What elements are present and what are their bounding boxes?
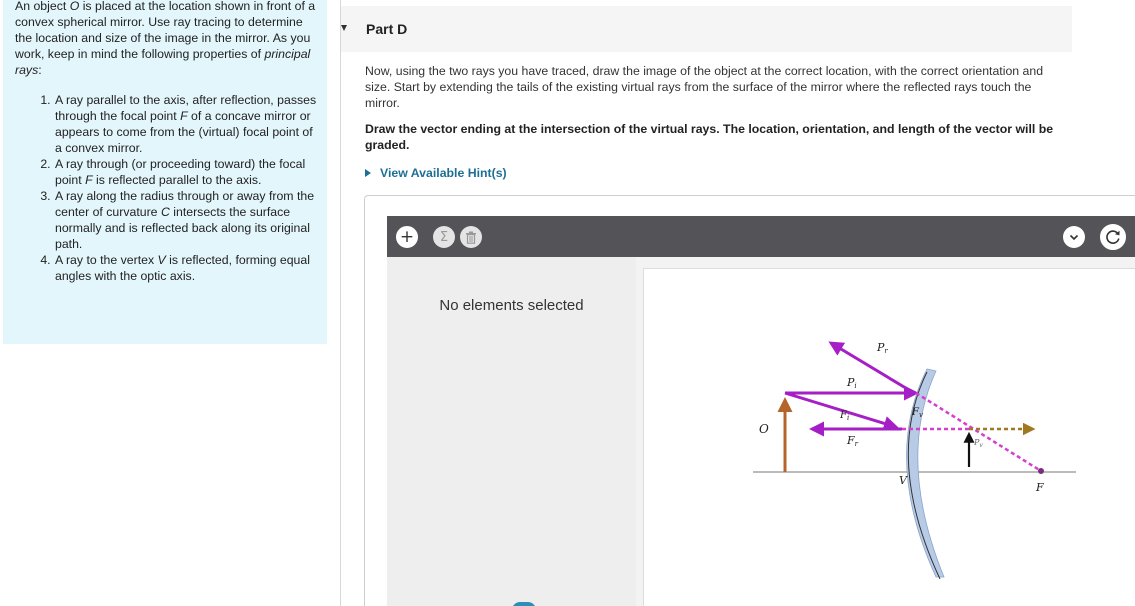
focal-incident-label: $F_i$ bbox=[840, 410, 850, 422]
view-hints-label: View Available Hint(s) bbox=[380, 166, 507, 180]
reset-icon[interactable] bbox=[1100, 224, 1126, 250]
focal-point-marker bbox=[1038, 468, 1044, 474]
focal-virtual-label: $F_v$ bbox=[912, 407, 923, 419]
ray-diagram[interactable] bbox=[644, 269, 1135, 606]
collapse-caret-icon[interactable] bbox=[341, 25, 347, 31]
convex-mirror bbox=[907, 369, 944, 577]
element-properties-panel bbox=[387, 257, 636, 606]
parallel-virtual-label: $P_v$ bbox=[974, 438, 983, 449]
panel-handle[interactable] bbox=[512, 602, 536, 606]
sigma-icon[interactable]: Σ bbox=[433, 226, 455, 248]
principal-ray-item: 2. A ray through (or proceeding toward) the focal point F is reflected parallel to the axis. bbox=[54, 156, 317, 188]
parallel-incident-label: Pi bbox=[847, 376, 857, 390]
caret-right-icon bbox=[365, 169, 371, 177]
focal-point-label: F bbox=[1036, 481, 1044, 494]
principal-ray-item: 4. A ray to the vertex V is reflected, forming equal angles with the optic axis. bbox=[54, 252, 317, 284]
parallel-reflected-ray bbox=[831, 343, 914, 393]
vertex-label: V bbox=[899, 474, 907, 487]
plus-icon[interactable]: + bbox=[396, 226, 418, 248]
problem-statement-panel bbox=[3, 0, 327, 344]
principal-ray-item: 1. A ray parallel to the axis, after reflection, passes through the focal point F of a concave mirror or appears to come from the (virtual) focal point of a convex mirror. bbox=[54, 92, 317, 156]
view-hints-link[interactable] bbox=[365, 166, 507, 180]
focal-reflected-label: Fr bbox=[847, 434, 858, 448]
drawing-toolbar bbox=[387, 216, 1135, 257]
grading-instructions: Draw the vector ending at the intersection of the virtual rays. The location, orientation, and length of the vector will be graded. bbox=[365, 122, 1054, 152]
parallel-reflected-label: Pr bbox=[877, 341, 888, 355]
drawing-canvas[interactable] bbox=[643, 268, 1135, 606]
object-label: O bbox=[759, 422, 769, 436]
parallel-virtual-ray bbox=[916, 393, 1041, 471]
principal-rays-list bbox=[15, 92, 317, 284]
principal-ray-item: 3. A ray along the radius through or away from the center of curvature C intersects the surface normally and is reflected back along its original path. bbox=[54, 188, 317, 252]
part-instructions: Now, using the two rays you have traced, draw the image of the object at the correct location, with the correct orientation and size. Start by extending the tails of the existing virtual rays from the surface of the mirror where the reflected rays touch the mirror. bbox=[365, 64, 1044, 110]
part-header[interactable] bbox=[341, 6, 1072, 52]
trash-icon[interactable] bbox=[460, 226, 482, 248]
chevron-down-icon[interactable] bbox=[1063, 226, 1085, 248]
part-title: Part D bbox=[366, 21, 408, 37]
selection-status: No elements selected bbox=[439, 297, 584, 314]
problem-intro: An object O is placed at the location shown in front of a convex spherical mirror. Use ray tracing to determine the location and size of the image in the mirror. As you work, keep in mind the following properties of principal rays: bbox=[15, 0, 316, 77]
column-divider bbox=[340, 0, 341, 606]
